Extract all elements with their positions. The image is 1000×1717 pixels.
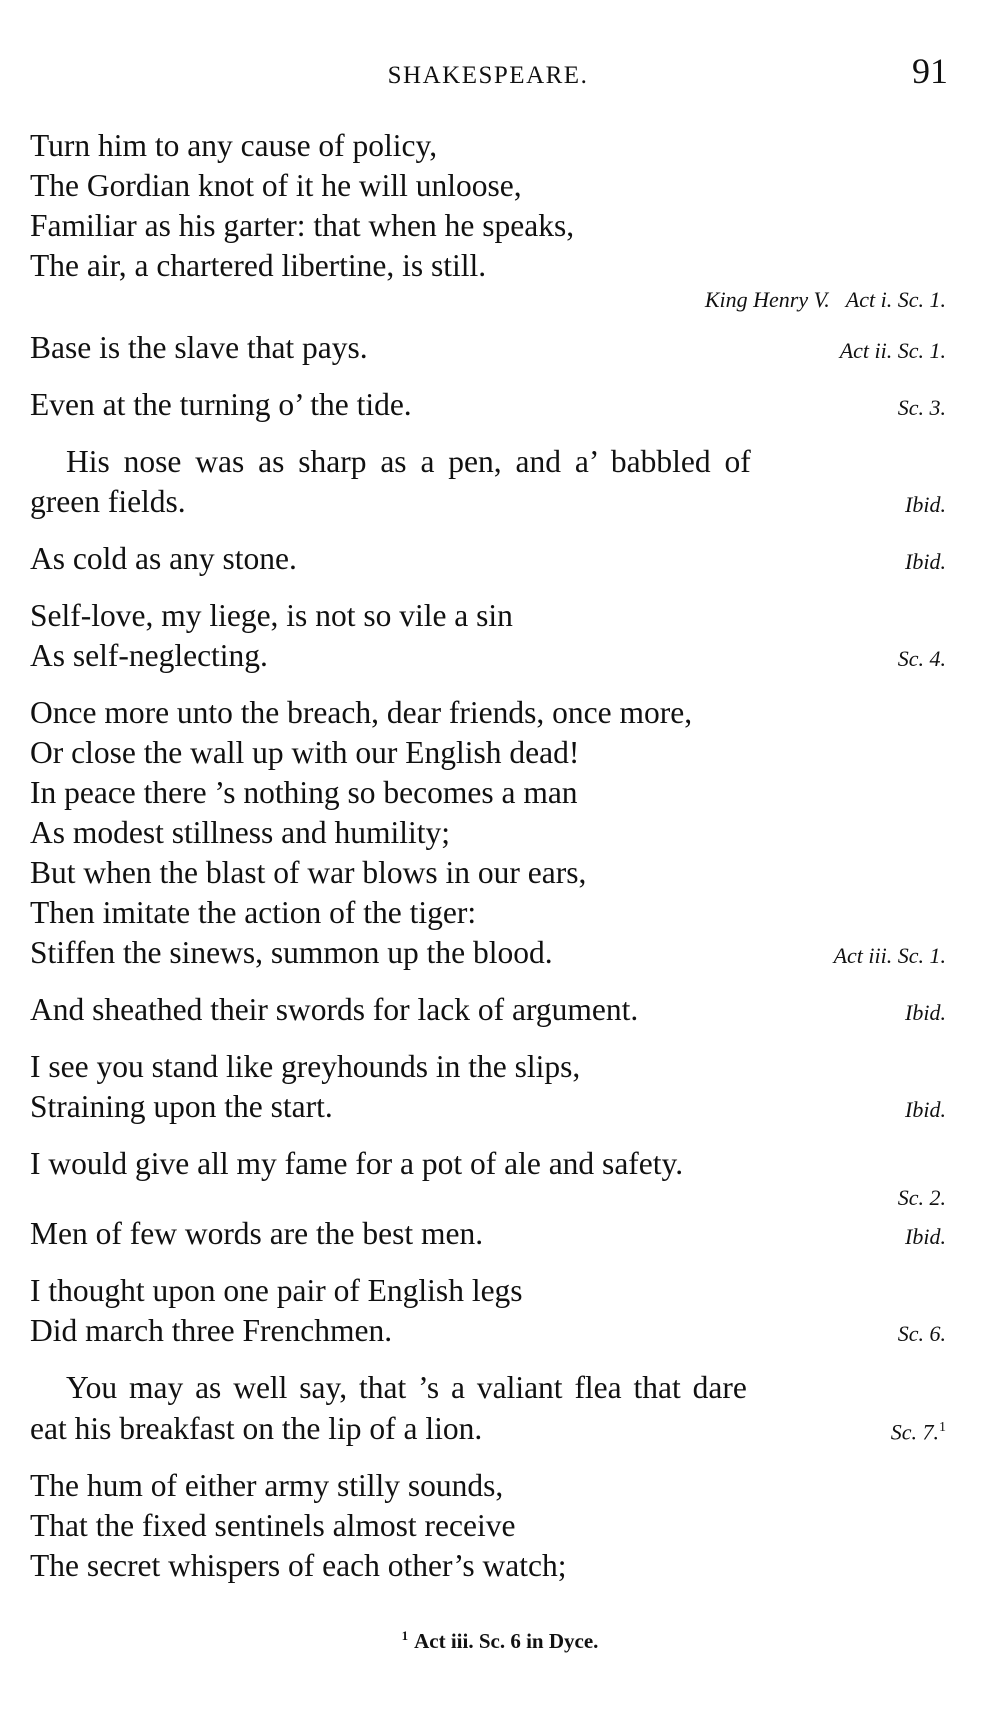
footnote-mark: 1 xyxy=(939,1420,946,1435)
quotations-body xyxy=(30,126,946,1586)
quotation-few-words xyxy=(30,1214,946,1257)
quote-text: As cold as any stone. xyxy=(30,541,297,576)
verse-line: Straining upon the start. xyxy=(30,1089,333,1124)
quotation-cold-stone xyxy=(30,539,946,582)
citation: Act ii. Sc. 1. xyxy=(839,338,946,363)
prose-line: You may as well say, that ’s a valiant flea that dare xyxy=(66,1370,747,1405)
citation: Sc. 3. xyxy=(897,395,946,420)
quotation-valiant-flea xyxy=(30,1368,946,1452)
verse-line: As modest stillness and humility; xyxy=(30,815,451,850)
citation: Act iii. Sc. 1. xyxy=(833,943,946,968)
verse-line: I thought upon one pair of English legs xyxy=(30,1273,523,1308)
footnote-number: 1 xyxy=(401,1628,409,1643)
verse-line: Then imitate the action of the tiger: xyxy=(30,895,477,930)
quote-text: Men of few words are the best men. xyxy=(30,1216,484,1251)
verse-line: Or close the wall up with our English dead! xyxy=(30,735,580,770)
verse-line: I see you stand like greyhounds in the slips, xyxy=(30,1049,581,1084)
quote-text: Even at the turning o’ the tide. xyxy=(30,387,412,422)
citation: Sc. 6. xyxy=(897,1321,946,1346)
verse-line: The secret whispers of each other’s watch; xyxy=(30,1548,567,1584)
quote-text: Base is the slave that pays. xyxy=(30,330,368,365)
page-number: 91 xyxy=(912,51,948,91)
citation-text: Sc. 7. xyxy=(890,1419,939,1445)
verse-line: The Gordian knot of it he will unloose, xyxy=(30,168,522,203)
footnote-text: Act iii. Sc. 6 in Dyce. xyxy=(414,1629,599,1653)
citation: Ibid. xyxy=(905,549,946,574)
verse-line: Once more unto the breach, dear friends, once more, xyxy=(30,695,693,730)
verse-line: But when the blast of war blows in our ears, xyxy=(30,855,587,890)
verse-line: The air, a chartered libertine, is still. xyxy=(30,248,487,283)
quotation-hum-of-army xyxy=(30,1466,946,1586)
citation: Ibid. xyxy=(905,1000,946,1025)
quotation-green-fields xyxy=(30,442,946,525)
citation: Sc. 4. xyxy=(897,646,946,671)
citation: Sc. 2. xyxy=(897,1185,946,1210)
page-header xyxy=(28,48,948,98)
citation: Ibid. xyxy=(905,1097,946,1122)
citation: King Henry V. Act i. Sc. 1. xyxy=(704,287,946,312)
verse-line: Familiar as his garter: that when he speaks, xyxy=(30,208,575,243)
citation: Ibid. xyxy=(905,492,946,517)
quote-text: And sheathed their swords for lack of argument. xyxy=(30,992,639,1027)
quotation-base-slave xyxy=(30,328,946,371)
quotation-pot-of-ale xyxy=(30,1144,946,1212)
prose-line: His nose was as sharp as a pen, and a’ babbled of xyxy=(66,444,751,479)
running-title: SHAKESPEARE. xyxy=(387,62,589,89)
quotation-unto-the-breach xyxy=(30,693,946,976)
citation: Ibid. xyxy=(905,1224,946,1249)
quotation-turning-tide xyxy=(30,385,946,428)
verse-line: As self-neglecting. xyxy=(30,638,268,673)
footnote xyxy=(0,1628,1000,1654)
prose-line: eat his breakfast on the lip of a lion. xyxy=(30,1411,483,1447)
verse-line: In peace there ’s nothing so becomes a man xyxy=(30,775,578,810)
quotation-greyhounds xyxy=(30,1047,946,1130)
quotation-english-legs xyxy=(30,1271,946,1354)
verse-line: Stiffen the sinews, summon up the blood. xyxy=(30,935,553,970)
verse-line: Did march three Frenchmen. xyxy=(30,1313,393,1348)
verse-line: The hum of either army stilly sounds, xyxy=(30,1468,504,1504)
verse-line: That the fixed sentinels almost receive xyxy=(30,1508,516,1544)
quotation-henry-v-policy xyxy=(30,126,946,314)
quotation-sheathed-swords xyxy=(30,990,946,1033)
verse-line: Self-love, my liege, is not so vile a sin xyxy=(30,598,513,633)
verse-line: Turn him to any cause of policy, xyxy=(30,128,438,163)
quotation-self-love xyxy=(30,596,946,679)
quote-text: I would give all my fame for a pot of ale and safety. xyxy=(30,1146,684,1181)
prose-line: green fields. xyxy=(30,484,186,519)
citation xyxy=(891,1408,946,1452)
